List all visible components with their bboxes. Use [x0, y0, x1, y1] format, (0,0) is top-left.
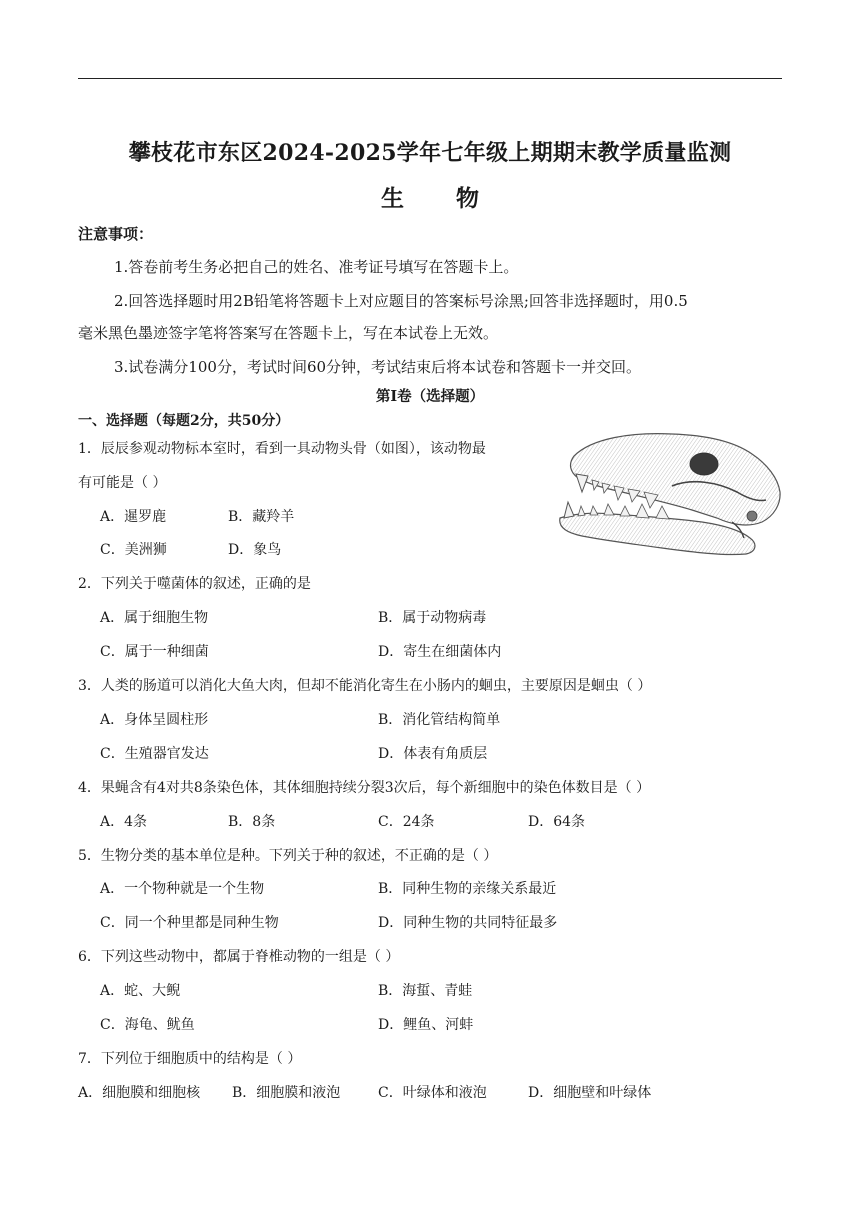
question-1-option-a: A．暹罗鹿	[100, 509, 167, 525]
question-7-option-c: C．叶绿体和液泡	[378, 1085, 487, 1101]
notes-heading: 注意事项：	[78, 225, 154, 243]
question-5-option-c: C．同一个种里都是同种生物	[100, 915, 279, 931]
question-6-option-a: A．蛇、大鲵	[100, 983, 181, 999]
question-3-option-c: C．生殖器官发达	[100, 746, 209, 762]
question-6-option-b: B．海蜇、青蛙	[378, 983, 473, 999]
question-4-option-d: D．64条	[528, 814, 586, 830]
question-3-option-b: B．消化管结构简单	[378, 712, 501, 728]
question-7-option-d: D．细胞壁和叶绿体	[528, 1085, 652, 1101]
question-2-option-b: B．属于动物病毒	[378, 610, 487, 626]
question-1-option-d: D．象鸟	[228, 542, 282, 558]
top-rule	[78, 78, 782, 79]
question-2-option-a: A．属于细胞生物	[100, 610, 209, 626]
question-6-option-c: C．海龟、鱿鱼	[100, 1017, 195, 1033]
note-2-line-1: 2.回答选择题时用2B铅笔将答题卡上对应题目的答案标号涂黑;回答非选择题时，用0.5	[114, 292, 688, 310]
animal-skull-figure	[552, 426, 784, 562]
question-7-option-b: B．细胞膜和液泡	[232, 1085, 341, 1101]
part-title: 第Ⅰ卷（选择题）	[375, 388, 485, 405]
question-4-option-b: B．8条	[228, 814, 276, 830]
question-5-option-a: A．一个物种就是一个生物	[100, 881, 265, 897]
question-4-option-a: A．4条	[100, 814, 148, 830]
exam-title: 攀枝花市东区2024-2025学年七年级上期期末教学质量监测	[128, 140, 732, 166]
question-3-stem: 3．人类的肠道可以消化大鱼大肉，但却不能消化寄生在小肠内的蛔虫，主要原因是蛔虫（ ）	[78, 678, 652, 694]
question-5-option-b: B．同种生物的亲缘关系最近	[378, 881, 557, 897]
question-1-option-b: B．藏羚羊	[228, 509, 295, 525]
question-1-stem-line-2: 有可能是（ ）	[78, 475, 167, 491]
section-heading: 一、选择题（每题2分，共50分）	[78, 413, 290, 429]
question-2-option-c: C．属于一种细菌	[100, 644, 209, 660]
note-2-line-2: 毫米黑色墨迹签字笔将答案写在答题卡上，写在本试卷上无效。	[78, 324, 499, 342]
question-7-option-a: A．细胞膜和细胞核	[78, 1085, 201, 1101]
note-1: 1.答卷前考生务必把自己的姓名、准考证号填写在答题卡上。	[114, 258, 519, 276]
question-4-option-c: C．24条	[378, 814, 435, 830]
question-3-option-a: A．身体呈圆柱形	[100, 712, 209, 728]
question-5-stem: 5．生物分类的基本单位是种。下列关于种的叙述，不正确的是（ ）	[78, 848, 498, 864]
question-2-stem: 2．下列关于噬菌体的叙述，正确的是	[78, 576, 311, 592]
question-1-stem-line-1: 1．辰辰参观动物标本室时，看到一具动物头骨（如图），该动物最	[78, 441, 486, 457]
question-5-option-d: D．同种生物的共同特征最多	[378, 915, 558, 931]
question-6-option-d: D．鲤鱼、河蚌	[378, 1017, 474, 1033]
question-1-option-c: C．美洲狮	[100, 542, 167, 558]
question-6-stem: 6．下列这些动物中，都属于脊椎动物的一组是（ ）	[78, 949, 400, 965]
subject-title: 生 物	[380, 185, 501, 212]
question-3-option-d: D．体表有角质层	[378, 746, 488, 762]
question-7-stem: 7．下列位于细胞质中的结构是（ ）	[78, 1051, 302, 1067]
question-2-option-d: D．寄生在细菌体内	[378, 644, 502, 660]
note-3: 3.试卷满分100分，考试时间60分钟，考试结束后将本试卷和答题卡一并交回。	[114, 358, 642, 376]
question-4-stem: 4．果蝇含有4对共8条染色体，其体细胞持续分裂3次后，每个新细胞中的染色体数目是（ ）	[78, 780, 651, 796]
